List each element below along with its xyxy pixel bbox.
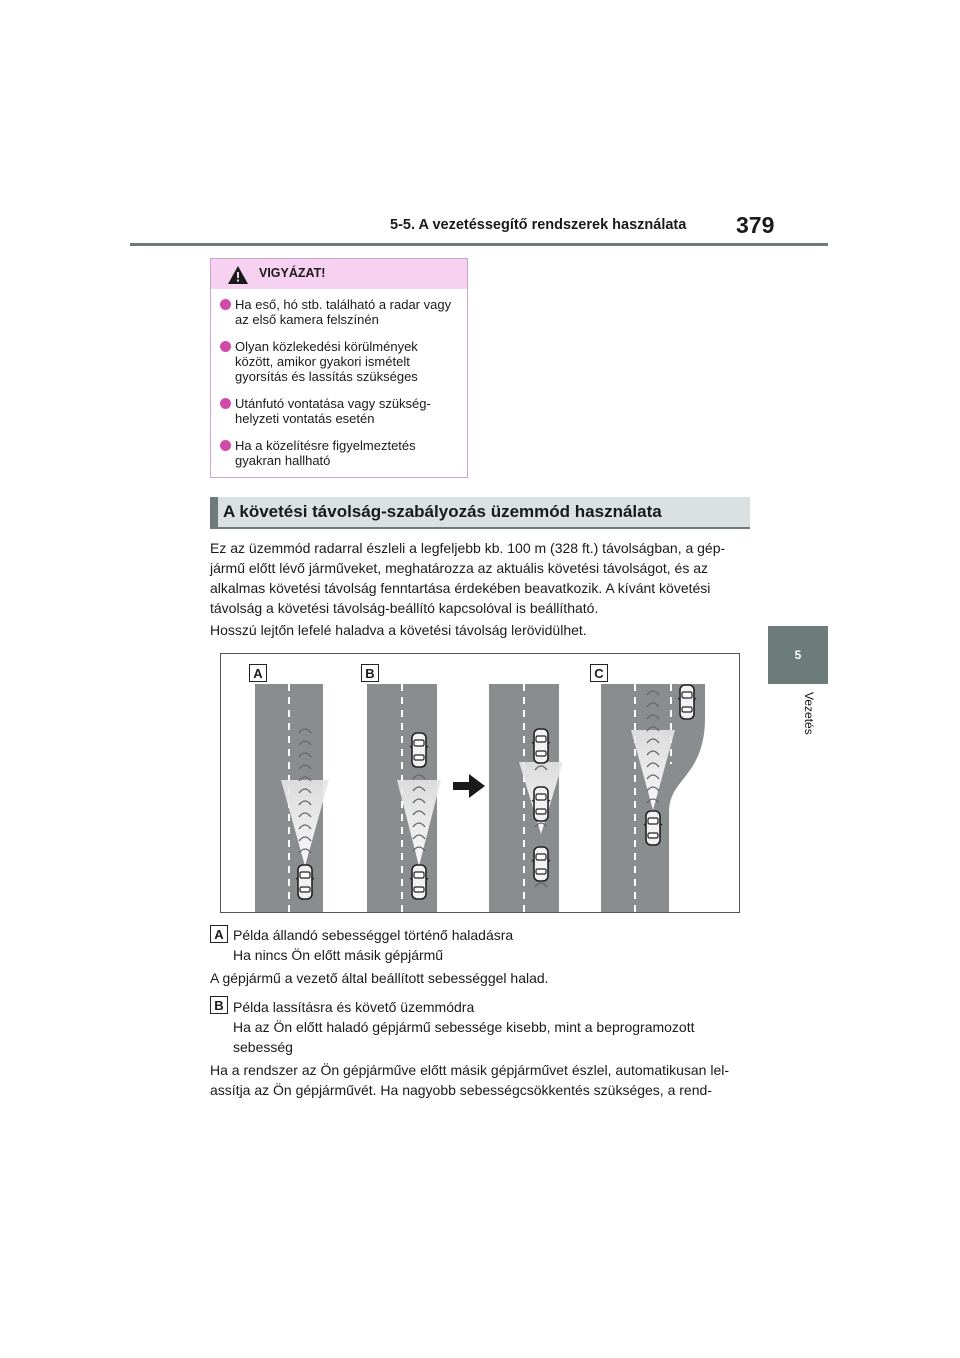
warning-title: VIGYÁZAT!: [259, 266, 326, 280]
car-icon: [410, 865, 428, 899]
body-paragraph: Ha a rendszer az Ön gépjárműve előtt másik gépjárművet észlel, automatikusan lel-assítja az Ön gépjárművét. Ha nagyobb sebességcsökkentés szükséges, a rend-: [210, 1062, 730, 1098]
bullet-icon: [220, 299, 231, 310]
figure-label-b: B: [361, 664, 379, 682]
header-rule: [130, 243, 828, 246]
item-b-title: Példa lassításra és követő üzemmódra: [233, 999, 475, 1015]
chapter-tab: 5: [768, 626, 828, 684]
chapter-label: Vezetés: [802, 692, 816, 735]
car-icon: [296, 865, 314, 899]
figure-label-a: A: [249, 664, 267, 682]
section-heading: [210, 497, 750, 529]
body-paragraph: A gépjármű a vezető által beállított sebességgel halad.: [210, 970, 549, 986]
item-b-subtitle: Ha az Ön előtt haladó gépjármű sebessége kisebb, mint a beprogramozott sebesség: [233, 1019, 695, 1055]
item-label-a: A: [210, 925, 228, 943]
warning-item: Ha eső, hó stb. található a radar vagy az első kamera felszínén: [219, 297, 459, 327]
bullet-icon: [220, 398, 231, 409]
page-number: 379: [736, 212, 775, 238]
body-paragraph: Ez az üzemmód radarral észleli a legfeljebb kb. 100 m (328 ft.) távolságban, a gép-jármű előtt lévő járműveket, meghatározza az aktuális követési távolságot, és az alkalmas követési távolság fenntartása érdekében beavatkozik. A kívánt követési távolság a követési távolság-beállító kapcsolóval is beállítható.: [210, 540, 726, 616]
car-icon: [678, 685, 696, 719]
car-icon: [532, 729, 550, 763]
section-title: A követési távolság-szabályozás üzemmód használata: [223, 502, 662, 521]
car-icon: [532, 847, 550, 881]
warning-list: [211, 289, 467, 468]
car-icon: [410, 733, 428, 767]
item-a-subtitle: Ha nincs Ön előtt másik gépjármű: [233, 947, 444, 963]
running-header-title: 5-5. A vezetéssegítő rendszerek használata: [390, 217, 687, 233]
car-icon: [532, 787, 550, 821]
road-b-after: [489, 684, 563, 912]
warning-item: Olyan közlekedési körülmények között, amikor gyakori ismételt gyorsítás és lassítás szükséges: [219, 339, 459, 384]
warning-item: Ha a közelítésre figyelmeztetés gyakran hallható: [219, 438, 459, 468]
warning-item: Utánfutó vontatása vagy szükség-helyzeti vontatás esetén: [219, 396, 459, 426]
item-label-b: B: [210, 996, 228, 1014]
warning-triangle-icon: [227, 265, 249, 285]
body-paragraph: Hosszú lejtőn lefelé haladva a követési távolság lerövidülhet.: [210, 622, 587, 638]
road-diagram: [221, 654, 739, 912]
warning-box: [210, 258, 468, 478]
road-c: [601, 684, 705, 912]
section-heading-bar: [210, 497, 218, 527]
figure-label-c: C: [590, 664, 608, 682]
figure-illustration: [220, 653, 740, 913]
warning-header: [211, 259, 467, 289]
road-b: [367, 684, 441, 912]
transition-arrow-icon: [453, 774, 485, 798]
car-icon: [644, 811, 662, 845]
item-a-title: Példa állandó sebességgel történő haladásra: [233, 927, 514, 943]
bullet-icon: [220, 341, 231, 352]
road-a: [255, 684, 329, 912]
bullet-icon: [220, 440, 231, 451]
